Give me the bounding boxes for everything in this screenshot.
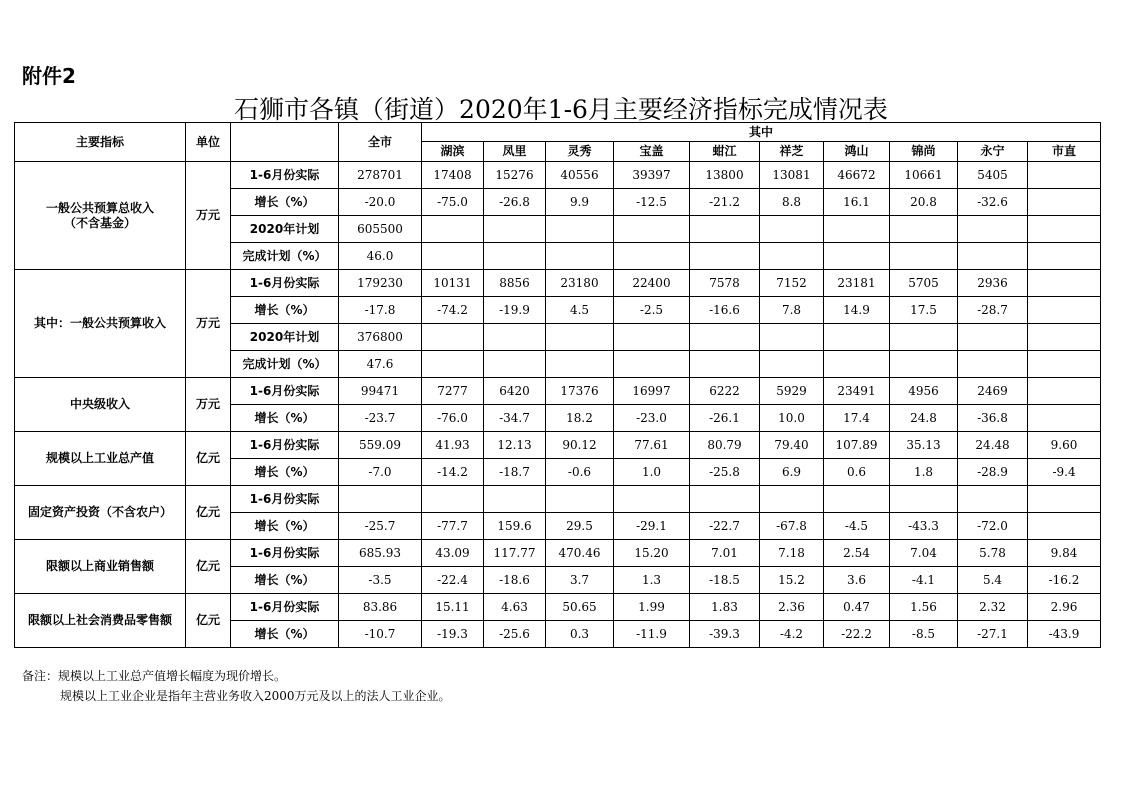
town-value-cell: 7.04 [890,540,958,567]
indicator-unit: 万元 [186,378,231,432]
town-value-cell [958,324,1028,351]
town-value-cell [546,216,614,243]
town-value-cell: 4.63 [484,594,546,621]
town-value-cell: 50.65 [546,594,614,621]
row-label: 增长（%） [231,513,339,540]
city-total-cell: 559.09 [339,432,422,459]
city-total-cell: -20.0 [339,189,422,216]
indicator-name [15,594,186,648]
town-value-cell: -28.7 [958,297,1028,324]
town-value-cell: 41.93 [422,432,484,459]
town-value-cell [760,351,824,378]
indicator-name-line: 限额以上商业销售额 [45,559,154,573]
row-label: 1-6月份实际 [231,540,339,567]
town-value-cell [1028,270,1101,297]
town-value-cell: -39.3 [690,621,760,648]
town-value-cell [546,324,614,351]
town-value-cell: 1.0 [614,459,690,486]
town-value-cell: 7578 [690,270,760,297]
town-value-cell: -25.6 [484,621,546,648]
town-value-cell: -18.5 [690,567,760,594]
town-value-cell: -26.8 [484,189,546,216]
town-value-cell: 79.40 [760,432,824,459]
town-value-cell [1028,162,1101,189]
town-value-cell [484,486,546,513]
header-among: 其中 [422,123,1101,142]
town-value-cell: 10661 [890,162,958,189]
town-value-cell: -16.2 [1028,567,1101,594]
town-value-cell: 35.13 [890,432,958,459]
town-value-cell: 2.54 [824,540,890,567]
town-value-cell: -19.9 [484,297,546,324]
header-town: 祥芝 [760,142,824,162]
town-value-cell: 1.99 [614,594,690,621]
note-line-2: 规模以上工业企业是指年主营业务收入2000万元及以上的法人工业企业。 [60,689,451,703]
indicator-unit: 亿元 [186,540,231,594]
town-value-cell: -18.6 [484,567,546,594]
town-value-cell: -34.7 [484,405,546,432]
indicator-name-line: 其中：一般公共预算收入 [33,316,166,330]
town-value-cell [1028,243,1101,270]
town-value-cell: 6222 [690,378,760,405]
town-value-cell: 18.2 [546,405,614,432]
town-value-cell: 7.01 [690,540,760,567]
header-town: 宝盖 [614,142,690,162]
indicator-name [15,162,186,270]
row-label: 完成计划（%） [231,243,339,270]
town-value-cell [546,351,614,378]
header-city-total: 全市 [339,123,422,162]
header-unit: 单位 [186,123,231,162]
indicator-name-line: 固定资产投资（不含农户） [27,505,172,519]
header-town: 鸿山 [824,142,890,162]
town-value-cell: 20.8 [890,189,958,216]
town-value-cell [824,351,890,378]
row-label: 1-6月份实际 [231,378,339,405]
city-total-cell: 179230 [339,270,422,297]
town-value-cell: -32.6 [958,189,1028,216]
town-value-cell [484,324,546,351]
town-value-cell [614,324,690,351]
table-row [15,270,1101,297]
town-value-cell [890,243,958,270]
town-value-cell: 159.6 [484,513,546,540]
town-value-cell: 0.3 [546,621,614,648]
row-label: 增长（%） [231,567,339,594]
header-town: 永宁 [958,142,1028,162]
town-value-cell [1028,189,1101,216]
town-value-cell: 7.8 [760,297,824,324]
town-value-cell: 2.32 [958,594,1028,621]
town-value-cell: -67.8 [760,513,824,540]
town-value-cell: 24.48 [958,432,1028,459]
table-row [15,432,1101,459]
town-value-cell: 1.83 [690,594,760,621]
town-value-cell [1028,297,1101,324]
town-value-cell: 4956 [890,378,958,405]
town-value-cell: 14.9 [824,297,890,324]
town-value-cell [690,216,760,243]
header-row-1 [15,123,1101,142]
town-value-cell: -4.2 [760,621,824,648]
town-value-cell: -25.8 [690,459,760,486]
row-label: 增长（%） [231,405,339,432]
city-total-cell: -10.7 [339,621,422,648]
town-value-cell [422,216,484,243]
town-value-cell [958,243,1028,270]
town-value-cell [1028,513,1101,540]
town-value-cell [690,351,760,378]
economic-indicators-table [14,122,1101,648]
town-value-cell: -22.7 [690,513,760,540]
town-value-cell: 17376 [546,378,614,405]
town-value-cell: 2.36 [760,594,824,621]
header-town: 湖滨 [422,142,484,162]
row-label: 2020年计划 [231,324,339,351]
city-total-cell: 46.0 [339,243,422,270]
town-value-cell [958,486,1028,513]
header-town: 蚶江 [690,142,760,162]
town-value-cell: -28.9 [958,459,1028,486]
town-value-cell: -8.5 [890,621,958,648]
town-value-cell [824,243,890,270]
row-label: 2020年计划 [231,216,339,243]
table-row [15,378,1101,405]
town-value-cell [422,351,484,378]
header-town: 市直 [1028,142,1101,162]
town-value-cell: 0.47 [824,594,890,621]
town-value-cell: 17.4 [824,405,890,432]
row-label: 增长（%） [231,189,339,216]
town-value-cell: -27.1 [958,621,1028,648]
city-total-cell: -3.5 [339,567,422,594]
town-value-cell [890,324,958,351]
page-title: 石狮市各镇（街道）2020年1-6月主要经济指标完成情况表 [234,95,888,124]
table-row [15,162,1101,189]
town-value-cell: 107.89 [824,432,890,459]
town-value-cell: 22400 [614,270,690,297]
town-value-cell: -36.8 [958,405,1028,432]
town-value-cell [422,243,484,270]
town-value-cell [614,243,690,270]
town-value-cell: 23181 [824,270,890,297]
town-value-cell: 2936 [958,270,1028,297]
town-value-cell: -22.4 [422,567,484,594]
town-value-cell: 9.9 [546,189,614,216]
row-label: 增长（%） [231,621,339,648]
town-value-cell [1028,486,1101,513]
town-value-cell [614,486,690,513]
town-value-cell [690,324,760,351]
town-value-cell: -76.0 [422,405,484,432]
town-value-cell: 39397 [614,162,690,189]
town-value-cell: 15.20 [614,540,690,567]
town-value-cell: -43.3 [890,513,958,540]
town-value-cell: 117.77 [484,540,546,567]
header-town: 灵秀 [546,142,614,162]
header-town: 锦尚 [890,142,958,162]
town-value-cell: 13800 [690,162,760,189]
town-value-cell [1028,216,1101,243]
town-value-cell [546,243,614,270]
town-value-cell [958,351,1028,378]
town-value-cell [690,243,760,270]
city-total-cell [339,486,422,513]
header-town: 凤里 [484,142,546,162]
town-value-cell [890,216,958,243]
row-label: 增长（%） [231,297,339,324]
table-body [15,123,1101,648]
row-label: 1-6月份实际 [231,432,339,459]
town-value-cell [614,216,690,243]
town-value-cell [958,216,1028,243]
town-value-cell: 1.8 [890,459,958,486]
town-value-cell: -18.7 [484,459,546,486]
town-value-cell: -26.1 [690,405,760,432]
town-value-cell: 7152 [760,270,824,297]
town-value-cell: 5.78 [958,540,1028,567]
town-value-cell: -2.5 [614,297,690,324]
town-value-cell: -0.6 [546,459,614,486]
town-value-cell [1028,324,1101,351]
town-value-cell [760,486,824,513]
attachment-label: 附件2 [22,64,76,88]
header-blank [231,123,339,162]
indicator-name [15,378,186,432]
town-value-cell: 7277 [422,378,484,405]
town-value-cell: -16.6 [690,297,760,324]
indicator-name-line: 规模以上工业总产值 [45,451,154,465]
city-total-cell: 278701 [339,162,422,189]
town-value-cell: 13081 [760,162,824,189]
town-value-cell [422,324,484,351]
town-value-cell: 17408 [422,162,484,189]
town-value-cell: 2469 [958,378,1028,405]
town-value-cell: 6.9 [760,459,824,486]
notes [22,666,451,706]
city-total-cell: -23.7 [339,405,422,432]
city-total-cell: -17.8 [339,297,422,324]
indicator-unit: 亿元 [186,594,231,648]
city-total-cell: -7.0 [339,459,422,486]
town-value-cell: -21.2 [690,189,760,216]
town-value-cell: -4.1 [890,567,958,594]
indicator-name-line: 中央级收入 [69,397,130,411]
town-value-cell [890,486,958,513]
town-value-cell [484,216,546,243]
town-value-cell: 90.12 [546,432,614,459]
town-value-cell: 15276 [484,162,546,189]
town-value-cell: -74.2 [422,297,484,324]
town-value-cell: 5705 [890,270,958,297]
row-label: 增长（%） [231,459,339,486]
town-value-cell: 24.8 [890,405,958,432]
town-value-cell [1028,351,1101,378]
town-value-cell [760,243,824,270]
town-value-cell: 8856 [484,270,546,297]
note-line-1: 备注：规模以上工业总产值增长幅度为现价增长。 [22,669,287,683]
town-value-cell [824,486,890,513]
town-value-cell: 43.09 [422,540,484,567]
town-value-cell: -14.2 [422,459,484,486]
town-value-cell: -4.5 [824,513,890,540]
town-value-cell: 16997 [614,378,690,405]
table-row [15,594,1101,621]
indicator-unit: 万元 [186,270,231,378]
city-total-cell: 685.93 [339,540,422,567]
town-value-cell: -29.1 [614,513,690,540]
town-value-cell: 6420 [484,378,546,405]
town-value-cell: -12.5 [614,189,690,216]
indicator-name-line: 一般公共预算总收入 [45,200,154,215]
town-value-cell: 40556 [546,162,614,189]
city-total-cell: 376800 [339,324,422,351]
indicator-name [15,486,186,540]
town-value-cell: 7.18 [760,540,824,567]
table-row [15,486,1101,513]
town-value-cell [484,243,546,270]
town-value-cell: 77.61 [614,432,690,459]
town-value-cell: 3.6 [824,567,890,594]
indicator-unit: 亿元 [186,432,231,486]
town-value-cell: 9.84 [1028,540,1101,567]
indicator-unit: 万元 [186,162,231,270]
town-value-cell: -43.9 [1028,621,1101,648]
town-value-cell: 17.5 [890,297,958,324]
town-value-cell [824,324,890,351]
indicator-name [15,270,186,378]
town-value-cell: 12.13 [484,432,546,459]
town-value-cell: 5929 [760,378,824,405]
city-total-cell: 83.86 [339,594,422,621]
row-label: 1-6月份实际 [231,594,339,621]
town-value-cell: 3.7 [546,567,614,594]
city-total-cell: 605500 [339,216,422,243]
indicator-name [15,432,186,486]
town-value-cell [484,351,546,378]
town-value-cell: -75.0 [422,189,484,216]
town-value-cell [890,351,958,378]
town-value-cell [1028,405,1101,432]
town-value-cell: 8.8 [760,189,824,216]
indicator-name [15,540,186,594]
town-value-cell: 23180 [546,270,614,297]
town-value-cell: 29.5 [546,513,614,540]
town-value-cell: 0.6 [824,459,890,486]
table-row [15,540,1101,567]
town-value-cell: 23491 [824,378,890,405]
row-label: 完成计划（%） [231,351,339,378]
town-value-cell: 5405 [958,162,1028,189]
city-total-cell: 99471 [339,378,422,405]
indicator-name-line: 限额以上社会消费品零售额 [27,613,172,627]
town-value-cell [760,216,824,243]
town-value-cell [546,486,614,513]
town-value-cell: 80.79 [690,432,760,459]
town-value-cell: -22.2 [824,621,890,648]
town-value-cell: -11.9 [614,621,690,648]
town-value-cell: 46672 [824,162,890,189]
town-value-cell: 5.4 [958,567,1028,594]
town-value-cell: -77.7 [422,513,484,540]
city-total-cell: 47.6 [339,351,422,378]
row-label: 1-6月份实际 [231,270,339,297]
town-value-cell: 15.11 [422,594,484,621]
indicator-unit: 亿元 [186,486,231,540]
row-label: 1-6月份实际 [231,162,339,189]
town-value-cell: 9.60 [1028,432,1101,459]
town-value-cell: -9.4 [1028,459,1101,486]
town-value-cell [614,351,690,378]
town-value-cell: 1.3 [614,567,690,594]
town-value-cell: 4.5 [546,297,614,324]
town-value-cell: -72.0 [958,513,1028,540]
town-value-cell: -23.0 [614,405,690,432]
town-value-cell [690,486,760,513]
town-value-cell [824,216,890,243]
town-value-cell: 2.96 [1028,594,1101,621]
town-value-cell: 10131 [422,270,484,297]
town-value-cell: -19.3 [422,621,484,648]
town-value-cell [760,324,824,351]
town-value-cell: 15.2 [760,567,824,594]
header-indicator: 主要指标 [15,123,186,162]
town-value-cell: 10.0 [760,405,824,432]
town-value-cell: 16.1 [824,189,890,216]
town-value-cell [1028,378,1101,405]
town-value-cell [422,486,484,513]
town-value-cell: 470.46 [546,540,614,567]
row-label: 1-6月份实际 [231,486,339,513]
indicator-name-line: （不含基金） [63,215,136,230]
town-value-cell: 1.56 [890,594,958,621]
city-total-cell: -25.7 [339,513,422,540]
